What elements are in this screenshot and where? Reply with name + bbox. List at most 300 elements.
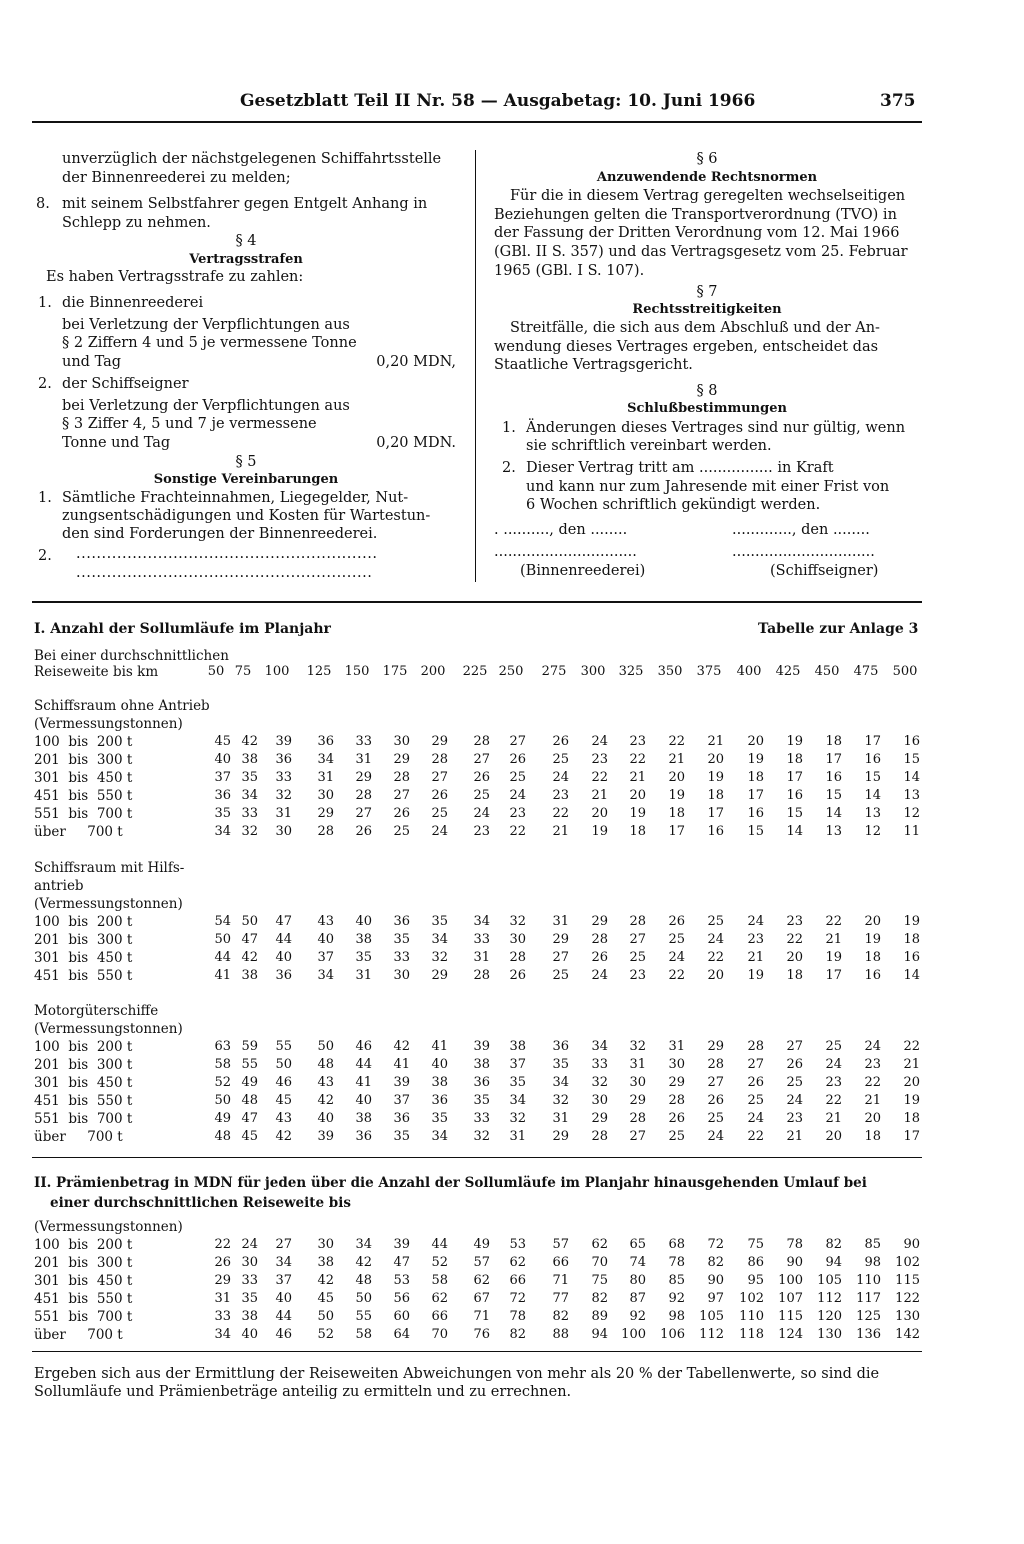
table-cell: 56 xyxy=(393,1291,410,1306)
table-cell: 34 xyxy=(473,914,490,929)
table-cell: 34 xyxy=(241,788,258,803)
table-cell: 25 xyxy=(552,752,569,767)
table-cell: 27 xyxy=(786,1039,803,1054)
km-header: 425 xyxy=(775,664,801,679)
table-cell: 55 xyxy=(355,1309,372,1324)
table-cell: 130 xyxy=(895,1309,920,1324)
table-cell: 40 xyxy=(355,1093,372,1108)
table-cell: 50 xyxy=(214,932,231,947)
table-cell: 18 xyxy=(864,1129,881,1144)
table-cell: 24 xyxy=(864,1039,881,1054)
table-cell: 21 xyxy=(707,734,724,749)
page-number: 375 xyxy=(880,91,916,111)
right-line: Änderungen dieses Vertrages sind nur gültig, wenn xyxy=(526,420,906,436)
table-cell: 26 xyxy=(355,824,372,839)
left-line: mit seinem Selbstfahrer gegen Entgelt Anhang in xyxy=(62,196,428,212)
table-cell: 95 xyxy=(747,1273,764,1288)
table-cell: 34 xyxy=(591,1039,608,1054)
table-cell: 100 xyxy=(621,1327,646,1342)
table-cell: 115 xyxy=(778,1309,803,1324)
table-cell: 102 xyxy=(739,1291,764,1306)
table-cell: 49 xyxy=(214,1111,231,1126)
table-cell: 21 xyxy=(668,752,685,767)
left-line: Sämtliche Frachteinnahmen, Liegegelder, Nut- xyxy=(62,490,409,506)
item-number: 1. xyxy=(38,295,52,311)
table-cell: 33 xyxy=(241,806,258,821)
table-cell: 20 xyxy=(668,770,685,785)
table-cell: 75 xyxy=(747,1237,764,1252)
table-cell: 130 xyxy=(817,1327,842,1342)
table-cell: 74 xyxy=(629,1255,646,1270)
km-header: 50 xyxy=(207,664,225,679)
table-cell: 48 xyxy=(214,1129,231,1144)
table-cell: 27 xyxy=(473,752,490,767)
km-header: 450 xyxy=(814,664,840,679)
table-cell: 19 xyxy=(786,734,803,749)
table-cell: 18 xyxy=(903,932,920,947)
table-cell: 43 xyxy=(317,1075,334,1090)
table-cell: 18 xyxy=(629,824,646,839)
table-cell: 35 xyxy=(355,950,372,965)
table-cell: 25 xyxy=(393,824,410,839)
section-number: § 4 xyxy=(235,233,257,249)
table-cell: 18 xyxy=(903,1111,920,1126)
table-cell: 20 xyxy=(864,914,881,929)
row-label: 551 bis 700 t xyxy=(34,1309,133,1325)
group-label: Motorgüterschiffe xyxy=(34,1003,159,1019)
table-cell: 30 xyxy=(317,788,334,803)
table-cell: 25 xyxy=(668,932,685,947)
table-cell: 28 xyxy=(591,1129,608,1144)
table1-head: Bei einer durchschnittlichen xyxy=(34,648,229,664)
item-number: 1. xyxy=(38,490,52,506)
table-cell: 26 xyxy=(668,914,685,929)
table-cell: 34 xyxy=(431,932,448,947)
table-cell: 13 xyxy=(864,806,881,821)
table-cell: 27 xyxy=(707,1075,724,1090)
km-header: 500 xyxy=(892,664,918,679)
table-cell: 24 xyxy=(431,824,448,839)
table-cell: 16 xyxy=(864,968,881,983)
table-cell: 17 xyxy=(747,788,764,803)
table-cell: 28 xyxy=(509,950,526,965)
table-cell: 35 xyxy=(431,914,448,929)
table-cell: 50 xyxy=(241,914,258,929)
table-cell: 62 xyxy=(591,1237,608,1252)
table-cell: 32 xyxy=(629,1039,646,1054)
left-line: § 3 Ziffer 4, 5 und 7 je vermessene xyxy=(62,416,317,432)
table-cell: 19 xyxy=(825,950,842,965)
table-cell: 11 xyxy=(903,824,920,839)
left-line: Tonne und Tag xyxy=(62,435,171,451)
table-cell: 82 xyxy=(509,1327,526,1342)
table-cell: 27 xyxy=(629,932,646,947)
table-cell: 45 xyxy=(275,1093,292,1108)
table-cell: 20 xyxy=(747,734,764,749)
table-cell: 30 xyxy=(591,1093,608,1108)
table-cell: 20 xyxy=(786,950,803,965)
km-header: 125 xyxy=(306,664,332,679)
table-cell: 50 xyxy=(355,1291,372,1306)
table-cell: 21 xyxy=(903,1057,920,1072)
table-cell: 38 xyxy=(241,1309,258,1324)
table-cell: 35 xyxy=(473,1093,490,1108)
table-cell: 97 xyxy=(707,1291,724,1306)
table-cell: 33 xyxy=(214,1309,231,1324)
table-cell: 22 xyxy=(629,752,646,767)
table-cell: 67 xyxy=(473,1291,490,1306)
section-number: § 7 xyxy=(696,284,718,300)
table-cell: 17 xyxy=(707,806,724,821)
table-cell: 23 xyxy=(864,1057,881,1072)
table-cell: 88 xyxy=(552,1327,569,1342)
table-cell: 60 xyxy=(393,1309,410,1324)
table-cell: 24 xyxy=(473,806,490,821)
table-cell: 65 xyxy=(629,1237,646,1252)
table-cell: 122 xyxy=(895,1291,920,1306)
row-label: 551 bis 700 t xyxy=(34,1111,133,1127)
signature-place-date: ............., den ........ xyxy=(732,522,870,538)
table-cell: 50 xyxy=(214,1093,231,1108)
km-header: 175 xyxy=(382,664,408,679)
table-cell: 31 xyxy=(552,914,569,929)
table-cell: 23 xyxy=(509,806,526,821)
table-cell: 105 xyxy=(699,1309,724,1324)
table-cell: 34 xyxy=(509,1093,526,1108)
table-cell: 13 xyxy=(903,788,920,803)
table-cell: 52 xyxy=(431,1255,448,1270)
table-cell: 15 xyxy=(786,806,803,821)
table-cell: 37 xyxy=(509,1057,526,1072)
table-cell: 106 xyxy=(660,1327,685,1342)
table-cell: 90 xyxy=(903,1237,920,1252)
table-cell: 44 xyxy=(355,1057,372,1072)
table-cell: 44 xyxy=(214,950,231,965)
table-cell: 19 xyxy=(591,824,608,839)
table-cell: 120 xyxy=(817,1309,842,1324)
table-cell: 29 xyxy=(591,1111,608,1126)
table-cell: 32 xyxy=(473,1129,490,1144)
table1-annex: Tabelle zur Anlage 3 xyxy=(758,621,919,637)
table-cell: 20 xyxy=(903,1075,920,1090)
right-line: (GBl. II S. 357) und das Vertragsgesetz vom 25. Februar xyxy=(494,244,908,260)
table-cell: 35 xyxy=(214,806,231,821)
header-rule xyxy=(32,121,922,123)
table-cell: 44 xyxy=(275,1309,292,1324)
group-label: (Vermessungstonnen) xyxy=(34,716,183,732)
table-cell: 58 xyxy=(214,1057,231,1072)
table-cell: 19 xyxy=(903,1093,920,1108)
table-cell: 32 xyxy=(552,1093,569,1108)
row-label: 551 bis 700 t xyxy=(34,806,133,822)
table-cell: 43 xyxy=(275,1111,292,1126)
table-cell: 26 xyxy=(747,1075,764,1090)
table-cell: 27 xyxy=(431,770,448,785)
right-line: Streitfälle, die sich aus dem Abschluß und der An- xyxy=(510,320,880,336)
table-cell: 29 xyxy=(317,806,334,821)
table-cell: 40 xyxy=(275,950,292,965)
table-cell: 16 xyxy=(864,752,881,767)
table-cell: 29 xyxy=(707,1039,724,1054)
right-line: Für die in diesem Vertrag geregelten wechselseitigen xyxy=(510,188,906,204)
table-cell: 25 xyxy=(707,1111,724,1126)
table-cell: 20 xyxy=(864,1111,881,1126)
left-line: bei Verletzung der Verpflichtungen aus xyxy=(62,317,350,333)
table-cell: 115 xyxy=(895,1273,920,1288)
table-cell: 82 xyxy=(552,1309,569,1324)
table-cell: 34 xyxy=(431,1129,448,1144)
row-label: über 700 t xyxy=(34,824,123,840)
table-cell: 24 xyxy=(786,1093,803,1108)
km-header: 400 xyxy=(736,664,762,679)
table-cell: 33 xyxy=(355,734,372,749)
table-cell: 43 xyxy=(317,914,334,929)
table2-title: II. Prämienbetrag in MDN für jeden über die Anzahl der Sollumläufe im Planjahr hinausgehenden Umlauf bei xyxy=(34,1175,867,1191)
table-cell: 26 xyxy=(552,734,569,749)
table-cell: 34 xyxy=(317,968,334,983)
section-title: Sonstige Vereinbarungen xyxy=(153,472,339,487)
row-label: über 700 t xyxy=(34,1129,123,1145)
table-cell: 22 xyxy=(668,968,685,983)
table-cell: 25 xyxy=(747,1093,764,1108)
table-cell: 30 xyxy=(275,824,292,839)
table-cell: 26 xyxy=(668,1111,685,1126)
table-cell: 33 xyxy=(591,1057,608,1072)
table-cell: 19 xyxy=(629,806,646,821)
table-cell: 82 xyxy=(825,1237,842,1252)
table-cell: 36 xyxy=(214,788,231,803)
table-cell: 27 xyxy=(629,1129,646,1144)
table-cell: 22 xyxy=(509,824,526,839)
section-title: Vertragsstrafen xyxy=(189,252,303,267)
table-cell: 25 xyxy=(668,1129,685,1144)
table-cell: 22 xyxy=(825,1093,842,1108)
table-cell: 112 xyxy=(817,1291,842,1306)
table-cell: 70 xyxy=(431,1327,448,1342)
left-line: bei Verletzung der Verpflichtungen aus xyxy=(62,398,350,414)
table-cell: 29 xyxy=(668,1075,685,1090)
section-title: Anzuwendende Rechtsnormen xyxy=(596,170,818,185)
table-cell: 32 xyxy=(431,950,448,965)
table-cell: 42 xyxy=(241,950,258,965)
table-cell: 26 xyxy=(214,1255,231,1270)
row-label: 100 bis 200 t xyxy=(34,1237,133,1253)
group-label: antrieb xyxy=(34,878,84,894)
table-cell: 40 xyxy=(214,752,231,767)
section-number: § 8 xyxy=(696,383,718,399)
table-cell: 75 xyxy=(591,1273,608,1288)
table-cell: 22 xyxy=(552,806,569,821)
table-cell: 19 xyxy=(864,932,881,947)
km-header: 250 xyxy=(498,664,524,679)
table-cell: 98 xyxy=(668,1309,685,1324)
table-cell: 89 xyxy=(591,1309,608,1324)
table-cell: 62 xyxy=(509,1255,526,1270)
table-cell: 54 xyxy=(214,914,231,929)
table-cell: 26 xyxy=(786,1057,803,1072)
km-header: 275 xyxy=(541,664,567,679)
table-cell: 32 xyxy=(509,914,526,929)
table-cell: 38 xyxy=(355,1111,372,1126)
table-cell: 37 xyxy=(393,1093,410,1108)
table-cell: 22 xyxy=(864,1075,881,1090)
table-cell: 25 xyxy=(552,968,569,983)
table-cell: 29 xyxy=(552,1129,569,1144)
right-line: Staatliche Vertragsgericht. xyxy=(494,357,693,373)
table-cell: 15 xyxy=(825,788,842,803)
table-cell: 31 xyxy=(355,752,372,767)
table-cell: 32 xyxy=(275,788,292,803)
right-line: und kann nur zum Jahresende mit einer Frist von xyxy=(526,479,890,495)
table-cell: 29 xyxy=(214,1273,231,1288)
section-number: § 6 xyxy=(696,151,718,167)
table-cell: 46 xyxy=(275,1327,292,1342)
table-cell: 72 xyxy=(707,1237,724,1252)
table-cell: 31 xyxy=(629,1057,646,1072)
table-cell: 47 xyxy=(241,932,258,947)
table-cell: 15 xyxy=(747,824,764,839)
table-cell: 22 xyxy=(668,734,685,749)
row-label: 100 bis 200 t xyxy=(34,1039,133,1055)
table-cell: 20 xyxy=(629,788,646,803)
km-header: 150 xyxy=(344,664,370,679)
group-label: Schiffsraum mit Hilfs- xyxy=(34,860,185,876)
table-cell: 30 xyxy=(241,1255,258,1270)
table-cell: 20 xyxy=(591,806,608,821)
table-cell: 58 xyxy=(355,1327,372,1342)
footer-rule xyxy=(32,1351,922,1352)
table-cell: 24 xyxy=(707,932,724,947)
table-cell: 66 xyxy=(509,1273,526,1288)
table-cell: 14 xyxy=(903,968,920,983)
item-number: 2. xyxy=(502,460,516,476)
km-header: 225 xyxy=(462,664,488,679)
table-cell: 57 xyxy=(552,1237,569,1252)
section-title: Schlußbestimmungen xyxy=(627,401,787,416)
table-cell: 28 xyxy=(355,788,372,803)
table-cell: 47 xyxy=(393,1255,410,1270)
table-cell: 36 xyxy=(393,1111,410,1126)
table-cell: 15 xyxy=(903,752,920,767)
table-cell: 20 xyxy=(707,752,724,767)
table-cell: 64 xyxy=(393,1327,410,1342)
table-cell: 100 xyxy=(778,1273,803,1288)
table-cell: 45 xyxy=(214,734,231,749)
table-cell: 27 xyxy=(355,806,372,821)
table-cell: 142 xyxy=(895,1327,920,1342)
table-cell: 110 xyxy=(739,1309,764,1324)
table-cell: 66 xyxy=(552,1255,569,1270)
table-cell: 29 xyxy=(355,770,372,785)
row-label: über 700 t xyxy=(34,1327,123,1343)
table-cell: 17 xyxy=(825,968,842,983)
table-cell: 49 xyxy=(473,1237,490,1252)
group-label: Schiffsraum ohne Antrieb xyxy=(34,698,210,714)
table-cell: 30 xyxy=(668,1057,685,1072)
table-cell: 25 xyxy=(707,914,724,929)
table-cell: 15 xyxy=(864,770,881,785)
table-cell: 26 xyxy=(431,788,448,803)
table-cell: 118 xyxy=(739,1327,764,1342)
table-cell: 23 xyxy=(591,752,608,767)
row-label: 301 bis 450 t xyxy=(34,1273,133,1289)
table-cell: 39 xyxy=(473,1039,490,1054)
signature-label: (Binnenreederei) xyxy=(520,563,646,579)
table-cell: 80 xyxy=(629,1273,646,1288)
table-cell: 21 xyxy=(747,950,764,965)
table-cell: 28 xyxy=(747,1039,764,1054)
table-cell: 22 xyxy=(214,1237,231,1252)
table-cell: 24 xyxy=(747,914,764,929)
table-cell: 36 xyxy=(275,752,292,767)
table-cell: 27 xyxy=(509,734,526,749)
table-cell: 31 xyxy=(214,1291,231,1306)
table-cell: 16 xyxy=(786,788,803,803)
table-cell: 35 xyxy=(509,1075,526,1090)
left-line: unverzüglich der nächstgelegenen Schiffahrtsstelle xyxy=(62,151,442,167)
table-cell: 36 xyxy=(552,1039,569,1054)
table-cell: 19 xyxy=(747,968,764,983)
signature-line: ............................... xyxy=(732,544,875,560)
table1-title: I. Anzahl der Sollumläufe im Planjahr xyxy=(34,621,331,637)
table-cell: 50 xyxy=(317,1309,334,1324)
table-cell: 30 xyxy=(317,1237,334,1252)
table-cell: 13 xyxy=(825,824,842,839)
table-cell: 26 xyxy=(509,752,526,767)
item-number: 2. xyxy=(38,376,52,392)
table-cell: 31 xyxy=(552,1111,569,1126)
table-cell: 38 xyxy=(473,1057,490,1072)
table-cell: 18 xyxy=(825,734,842,749)
row-label: 301 bis 450 t xyxy=(34,950,133,966)
table-cell: 19 xyxy=(707,770,724,785)
table-cell: 30 xyxy=(509,932,526,947)
table-cell: 32 xyxy=(509,1111,526,1126)
table-cell: 22 xyxy=(786,932,803,947)
section-number: § 5 xyxy=(235,454,257,470)
table-cell: 39 xyxy=(317,1129,334,1144)
table-cell: 25 xyxy=(473,788,490,803)
table-cell: 29 xyxy=(591,914,608,929)
left-line: die Binnenreederei xyxy=(62,295,204,311)
table-cell: 17 xyxy=(864,734,881,749)
table-cell: 105 xyxy=(817,1273,842,1288)
table-cell: 37 xyxy=(214,770,231,785)
table-cell: 31 xyxy=(473,950,490,965)
table-cell: 58 xyxy=(431,1273,448,1288)
table-cell: 39 xyxy=(393,1075,410,1090)
table-cell: 90 xyxy=(707,1273,724,1288)
left-line: zungsentschädigungen und Kosten für Wartestun- xyxy=(62,508,431,524)
table-cell: 125 xyxy=(856,1309,881,1324)
km-header: 75 xyxy=(234,664,252,679)
table-cell: 77 xyxy=(552,1291,569,1306)
table-cell: 24 xyxy=(552,770,569,785)
footer-note: Sollumläufe und Prämienbeträge anteilig zu ermitteln und zu errechnen. xyxy=(34,1384,572,1400)
table-cell: 41 xyxy=(214,968,231,983)
table-cell: 85 xyxy=(864,1237,881,1252)
table-cell: 22 xyxy=(591,770,608,785)
signature-place-date: . .........., den ........ xyxy=(494,522,628,538)
table-cell: 34 xyxy=(214,1327,231,1342)
table-cell: 40 xyxy=(355,914,372,929)
group-label: (Vermessungstonnen) xyxy=(34,896,183,912)
row-label: 301 bis 450 t xyxy=(34,1075,133,1091)
table-cell: 62 xyxy=(431,1291,448,1306)
right-line: sie schriftlich vereinbart werden. xyxy=(526,438,772,454)
table-cell: 38 xyxy=(509,1039,526,1054)
table-cell: 25 xyxy=(825,1039,842,1054)
